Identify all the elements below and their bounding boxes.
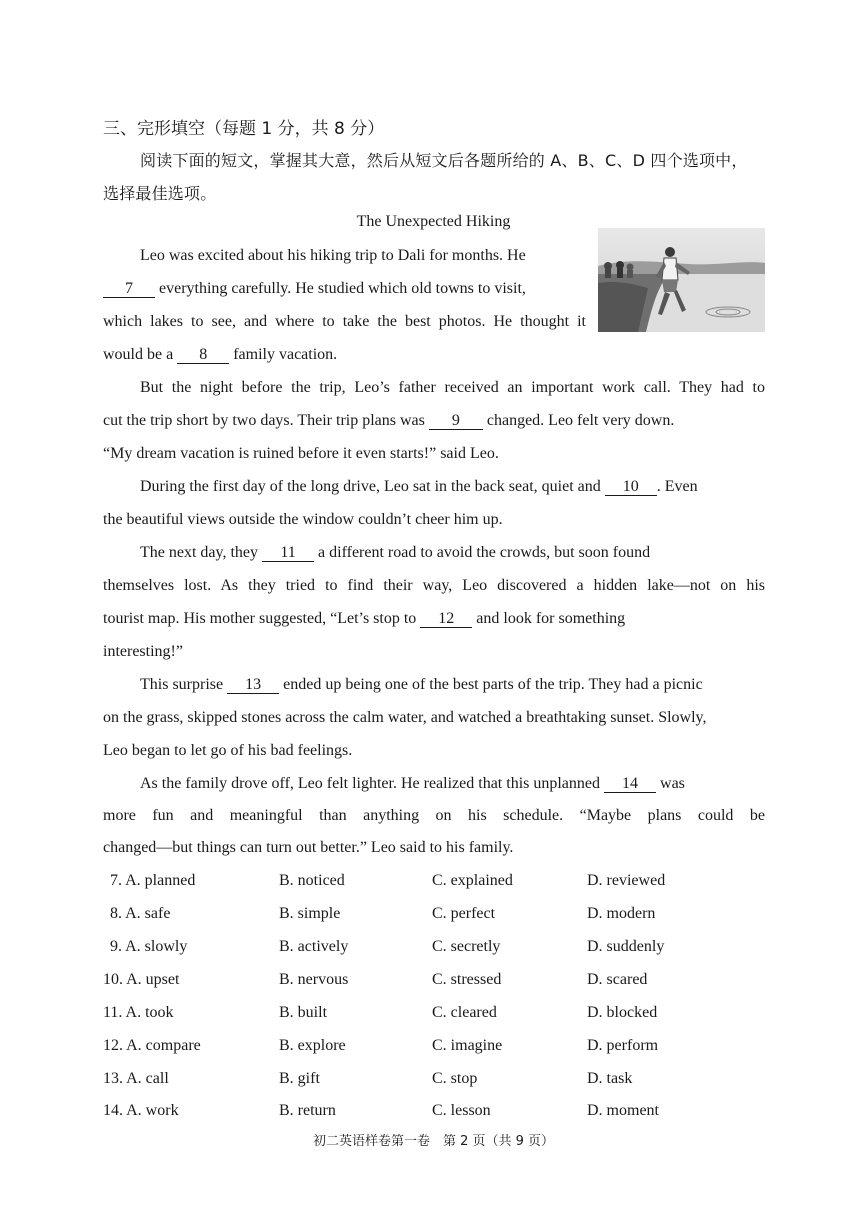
instruction-line-2: 选择最佳选项。 — [103, 184, 217, 203]
p5-line-2: on the grass, skipped stones across the calm water, and watched a breathtaking sunset. Slowly, — [103, 709, 707, 726]
option-row-14: 14. A. work — [103, 1102, 179, 1119]
option-14c[interactable]: C. lesson — [432, 1102, 491, 1119]
p1-line-4-b: family vacation. — [229, 346, 338, 363]
p6-line-3: changed—but things can turn out better.” Leo said to his family. — [103, 839, 514, 856]
p6-line-1 — [140, 774, 765, 794]
option-row-7: 7. A. planned — [110, 872, 196, 889]
p3-line-1-a: During the first day of the long drive, Leo sat in the back seat, quiet and — [140, 478, 605, 495]
option-10c[interactable]: C. stressed — [432, 971, 502, 988]
option-row-9: 9. A. slowly — [110, 938, 188, 955]
option-13c[interactable]: C. stop — [432, 1070, 478, 1087]
option-9c[interactable]: C. secretly — [432, 938, 501, 955]
hiking-boy-illustration — [598, 228, 765, 332]
p1-line-4-a: would be a — [103, 346, 178, 363]
blank-14[interactable]: 14 — [604, 775, 656, 793]
option-12b[interactable]: B. explore — [279, 1037, 346, 1054]
p2-line-2-b: changed. Leo felt very down. — [482, 412, 675, 429]
page-footer: 初二英语样卷第一卷 第 2 页（共 9 页） — [312, 1134, 555, 1149]
option-7b[interactable]: B. noticed — [279, 872, 345, 889]
p2-line-2-a: cut the trip short by two days. Their trip plans was — [103, 412, 429, 429]
option-12d[interactable]: D. perform — [587, 1037, 659, 1054]
option-row-8: 8. A. safe — [110, 905, 171, 922]
option-13a[interactable]: A. call — [126, 1070, 169, 1087]
p5-line-1 — [140, 675, 765, 695]
p5-line-3: Leo began to let go of his bad feelings. — [103, 742, 353, 759]
option-10d[interactable]: D. scared — [587, 971, 648, 988]
p4-line-4: interesting!” — [103, 643, 183, 660]
p6-line-1-a: As the family drove off, Leo felt lighter. He realized that this unplanned — [140, 775, 605, 792]
p4-line-3 — [103, 609, 765, 629]
option-14d[interactable]: D. moment — [587, 1102, 659, 1119]
blank-11[interactable]: 11 — [262, 544, 314, 562]
option-7c[interactable]: C. explained — [432, 872, 513, 889]
option-row-11: 11. A. took — [103, 1004, 174, 1021]
option-12a[interactable]: A. compare — [126, 1037, 201, 1054]
option-10a[interactable]: A. upset — [126, 971, 180, 988]
p1-line-2-text: everything carefully. He studied which old towns to visit, — [155, 280, 526, 297]
p4-line-3-b: and look for something — [472, 610, 626, 627]
blank-7[interactable]: 7 — [103, 280, 155, 298]
option-8c[interactable]: C. perfect — [432, 905, 496, 922]
option-12c[interactable]: C. imagine — [432, 1037, 503, 1054]
p3-line-1-b: . Even — [656, 478, 698, 495]
option-row-12: 12. A. compare — [103, 1037, 201, 1054]
option-8d[interactable]: D. modern — [587, 905, 656, 922]
p1-line-1: Leo was excited about his hiking trip to Dali for months. He — [140, 247, 526, 264]
p5-line-1-a: This surprise — [140, 676, 228, 693]
option-8b[interactable]: B. simple — [279, 905, 341, 922]
option-11b[interactable]: B. built — [279, 1004, 328, 1021]
p4-line-1 — [140, 543, 765, 563]
option-11c[interactable]: C. cleared — [432, 1004, 497, 1021]
p5-line-1-b: ended up being one of the best parts of the trip. They had a picnic — [279, 676, 703, 693]
p4-line-2: themselves lost. As they tried to find their way, Leo discovered a hidden lake—not on his — [103, 577, 765, 594]
option-14a[interactable]: A. work — [126, 1102, 179, 1119]
p6-line-2: more fun and meaningful than anything on his schedule. “Maybe plans could be — [103, 807, 765, 824]
p4-line-1-b: a different road to avoid the crowds, but soon found — [314, 544, 651, 561]
p1-line-4 — [103, 345, 586, 365]
blank-10[interactable]: 10 — [605, 478, 657, 496]
p3-line-2: the beautiful views outside the window couldn’t cheer him up. — [103, 511, 503, 528]
p2-line-3: “My dream vacation is ruined before it even starts!” said Leo. — [103, 445, 499, 462]
option-8a[interactable]: A. safe — [125, 905, 171, 922]
option-11a[interactable]: A. took — [125, 1004, 174, 1021]
option-row-10: 10. A. upset — [103, 971, 180, 988]
p1-line-3: which lakes to see, and where to take the best photos. He thought it — [103, 313, 586, 330]
option-7d[interactable]: D. reviewed — [587, 872, 666, 889]
option-13b[interactable]: B. gift — [279, 1070, 320, 1087]
option-10b[interactable]: B. nervous — [279, 971, 349, 988]
option-row-13: 13. A. call — [103, 1070, 169, 1087]
instruction-line-1: 阅读下面的短文，掌握其大意，然后从短文后各题所给的 A、B、C、D 四个选项中， — [140, 151, 748, 170]
option-13d[interactable]: D. task — [587, 1070, 633, 1087]
section-title: 三、完形填空（每题 1 分，共 8 分） — [103, 119, 385, 139]
p3-line-1 — [140, 477, 765, 497]
blank-9[interactable]: 9 — [429, 412, 483, 430]
p2-line-1: But the night before the trip, Leo’s father received an important work call. They had to — [140, 379, 765, 396]
p4-line-3-a: tourist map. His mother suggested, “Let’s stop to — [103, 610, 421, 627]
p6-line-1-b: was — [656, 775, 685, 792]
option-11d[interactable]: D. blocked — [587, 1004, 658, 1021]
p2-line-2 — [103, 411, 765, 431]
p4-line-1-a: The next day, they — [140, 544, 263, 561]
story-title: The Unexpected Hiking — [356, 213, 511, 230]
p1-line-2 — [103, 279, 586, 299]
blank-13[interactable]: 13 — [227, 676, 279, 694]
option-9b[interactable]: B. actively — [279, 938, 349, 955]
option-14b[interactable]: B. return — [279, 1102, 336, 1119]
blank-12[interactable]: 12 — [420, 610, 472, 628]
option-7a[interactable]: A. planned — [125, 872, 196, 889]
option-9a[interactable]: A. slowly — [125, 938, 188, 955]
option-9d[interactable]: D. suddenly — [587, 938, 665, 955]
blank-8[interactable]: 8 — [177, 346, 229, 364]
